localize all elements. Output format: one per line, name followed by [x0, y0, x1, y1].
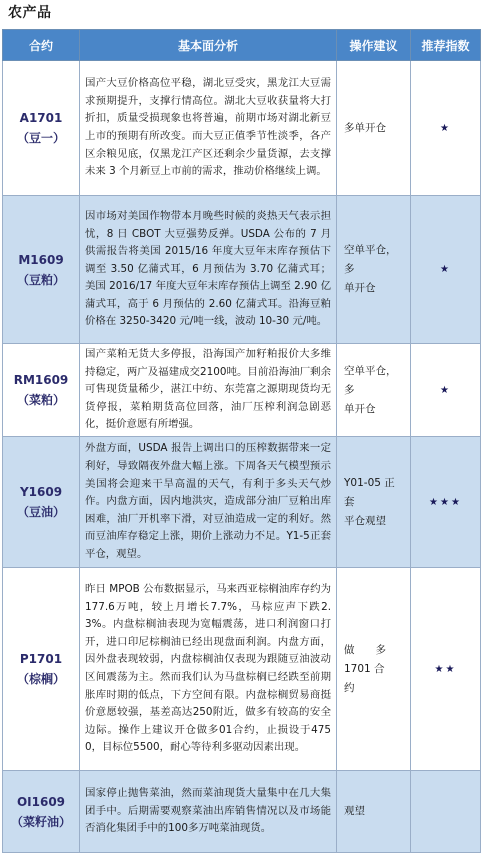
table-row — [3, 61, 481, 196]
analysis-cell: 外盘方面，USDA 报告上调出口的压榨数据带来一定利好，导致隔夜外盘大幅上涨。下周各天气模型预示美国将会迎来干旱高温的天气，有利于多头天气炒作。内盘方面，因内地洪灾，造成部分油厂豆粕出库困难，油厂开机率下滑，对豆油造成一定的利好。然而豆油库存稳定上涨，期价上涨动力不足。Y1-5正套平仓，观望。 — [80, 437, 337, 568]
contract-code: Y1609 — [19, 485, 63, 499]
contract-code: P1701 — [19, 652, 63, 666]
table-row — [3, 196, 481, 344]
header-advice: 操作建议 — [337, 30, 411, 61]
contract-name: （棕榈） — [16, 672, 65, 686]
rating-stars: ★ — [411, 344, 481, 437]
contract-name: （豆油） — [16, 505, 65, 519]
rating-stars: ★★ — [411, 568, 481, 771]
rating-stars: ★ — [411, 196, 481, 344]
analysis-cell: 国产菜粕无货大多停报，沿海国产加籽粕报价大多维持稳定，两广及福建成交2100吨。目前沿海油厂剩余可售现货量稀少，湛江中纺、东莞富之源期现货均无货停报，菜粕期货高位回落，油厂压榨利润急剧恶化，挺价意愿有所增强。 — [80, 344, 337, 437]
contract-cell — [3, 568, 80, 771]
contract-name: （豆一） — [16, 131, 65, 145]
contract-code: A1701 — [19, 111, 63, 125]
contract-name: （菜粕） — [16, 393, 65, 407]
rating-stars: ★★★ — [411, 437, 481, 568]
contract-cell — [3, 437, 80, 568]
analysis-cell: 国产大豆价格高位平稳，湖北豆受灾，黑龙江大豆需求预期提升，支撑行情高位。湖北大豆收获量将大打折扣，质量受损现象也将普遍，前期市场对湖北新豆上市的预期有所改变。而大豆正值季节性淡季，各产区余粮见底，仅黑龙江产区还剩余少量货源，去支撑未来 3 个月新豆上市前的需求，推动价格继续上调。 — [80, 61, 337, 196]
contract-cell — [3, 344, 80, 437]
contract-code: OI1609 — [16, 794, 66, 809]
table-row — [3, 344, 481, 437]
contract-name: （菜籽油） — [10, 814, 71, 829]
advice-cell: 观望 — [337, 771, 411, 853]
commodity-table — [2, 29, 481, 853]
contract-cell — [3, 196, 80, 344]
contract-name: （豆粕） — [16, 272, 65, 287]
table-header-row — [3, 30, 481, 61]
contract-cell — [3, 61, 80, 196]
rating-stars: ★ — [411, 61, 481, 196]
rating-stars — [411, 771, 481, 853]
table-row — [3, 771, 481, 853]
analysis-cell: 昨日 MPOB 公布数据显示，马来西亚棕榈油库存约为177.6万吨，较上月增长7.7%，马棕应声下跌2.3%。内盘棕榈油表现为宽幅震荡，进口利润窗口打开，进口印尼棕榈油已经出现盘面利润。内盘方面，因外盘表现较弱，内盘棕榈油仅表现为跟随豆油波动区间震荡为主。然而我们认为马盘棕榈已经跌至前期胀库时期的低点，下方空间有限。内盘棕榈贸易商挺价意愿较强，基差高达250附近，做多有较高的安全边际。操作上建议开仓做多01合约，止损设于4750，目标位5500，耐心等待利多驱动因素出现。 — [80, 568, 337, 771]
contract-code: RM1609 — [13, 373, 69, 387]
contract-cell — [3, 771, 80, 853]
header-rating: 推荐指数 — [411, 30, 481, 61]
advice-cell: 多单开仓 — [337, 61, 411, 196]
advice-cell: 做 多 1701 合 约 — [337, 568, 411, 771]
table-row — [3, 437, 481, 568]
advice-cell: 空单平仓，多 单开仓 — [337, 344, 411, 437]
analysis-cell: 因市场对美国作物带本月晚些时候的炎热天气表示担忧，8 日 CBOT 大豆强势反弹。USDA 公布的 7 月供需报告将美国 2015/16 年度大豆年末库存预估下调至 3.50 亿蒲式耳，6 月预估为 3.70 亿蒲式耳；美国 2016/17 年度大豆年末库存预估上调至 2.90 亿蒲式耳，高于 6 月预估的 2.60 亿蒲式耳。沿海豆粕价格在 3250-3420 元/吨一线，波动 10-30 元/吨。 — [80, 196, 337, 344]
section-title: 农产品 — [8, 5, 52, 21]
analysis-cell: 国家停止抛售菜油，然而菜油现货大量集中在几大集团手中。后期需要观察菜油出库销售情况以及市场能否消化集团手中的100多万吨菜油现货。 — [80, 771, 337, 853]
advice-cell: Y01-05 正套 平仓观望 — [337, 437, 411, 568]
contract-code: M1609 — [18, 252, 64, 267]
header-analysis: 基本面分析 — [80, 30, 337, 61]
advice-cell: 空单平仓，多 单开仓 — [337, 196, 411, 344]
table-row — [3, 568, 481, 771]
header-contract: 合约 — [3, 30, 80, 61]
